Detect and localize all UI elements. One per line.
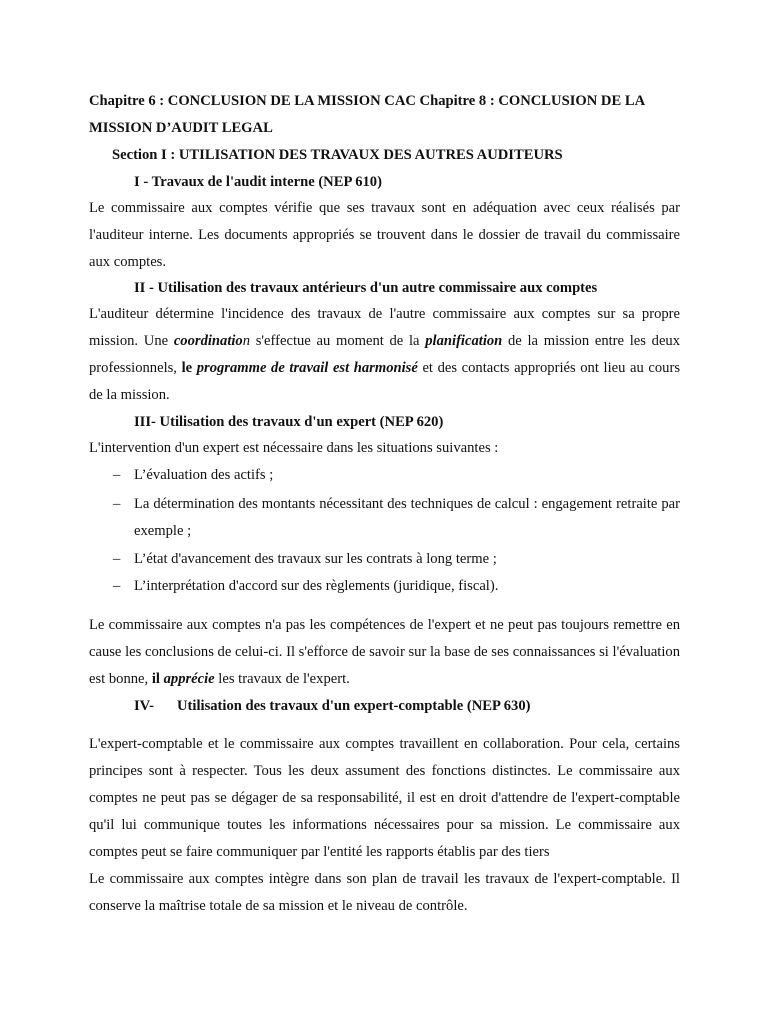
heading-expert: III- Utilisation des travaux d'un expert (NEP 620) <box>134 414 444 430</box>
bullet-dash: – <box>113 496 121 512</box>
paragraph-expert-comptable: L'expert-comptable et le commissaire aux comptes travaillent en collaboration. Pour cela, certains principes sont à respecter. Tous les deux assument des fonctions distinctes. Le commissaire aux comptes ne peut pas se dégager de sa responsabilité, il est en droit d'attendre de l'expert-comptable qu'il lui communique toutes les informations nécessaires pour sa mission. Le commissaire aux comptes peut se faire communiquer par l'entité les rapports établis par des tiers <box>89 736 680 860</box>
heading-text: Utilisation des travaux d'un expert-comptable (NEP 630) <box>177 698 531 714</box>
chapter-title-line1: Chapitre 6 : CONCLUSION DE LA MISSION CAC Chapitre 8 : CONCLUSION DE LA <box>89 93 646 109</box>
section-heading: Section I : UTILISATION DES TRAVAUX DES AUTRES AUDITEURS <box>112 147 563 163</box>
emphasis-coordination: coordinatio <box>173 333 243 349</box>
heading-number: IV- <box>134 698 154 714</box>
emphasis-planification: planification <box>425 333 503 349</box>
paragraph-expert-conclusion: Le commissaire aux comptes n'a pas les compétences de l'expert et ne peut pas toujours remettre en cause les conclusions de celui-ci. Il s'efforce de savoir sur la base de ses connaissances si l'évaluation est bonne, il apprécie les travaux de l'expert. <box>89 617 680 687</box>
emphasis-programme: programme de travail est harmonisé <box>196 360 418 376</box>
emphasis-apprecie: apprécie <box>163 671 215 687</box>
heading-audit-interne: I - Travaux de l'audit interne (NEP 610) <box>134 174 382 190</box>
heading-expert-comptable <box>134 693 725 720</box>
bullet-dash: – <box>113 578 121 594</box>
paragraph-audit-interne: Le commissaire aux comptes vérifie que ses travaux sont en adéquation avec ceux réalisés par l'auditeur interne. Les documents appropriés se trouvent dans le dossier de travail du commissaire aux comptes. <box>89 200 680 270</box>
list-item: – La détermination des montants nécessitant des techniques de calcul : engagement retraite par exemple ; <box>113 491 680 545</box>
heading-autre-commissaire: II - Utilisation des travaux antérieurs d'un autre commissaire aux comptes <box>134 280 598 296</box>
paragraph-plan-travail: Le commissaire aux comptes intègre dans son plan de travail les travaux de l'expert-comptable. Il conserve la maîtrise totale de sa mission et le niveau de contrôle. <box>89 871 680 914</box>
paragraph-autre-commissaire: L'auditeur détermine l'incidence des travaux de l'autre commissaire aux comptes sur sa propre mission. Une coordination s'effectue au moment de la planification de la mission entre les deux professionnels, le programme de travail est harmonisé et des contacts appropriés ont lieu au cours de la mission. <box>89 306 681 403</box>
list-item: – L’interprétation d'accord sur des règlements (juridique, fiscal). <box>113 573 680 600</box>
bullet-dash: – <box>113 467 121 483</box>
chapter-title <box>89 88 680 142</box>
chapter-title-line2: MISSION D’AUDIT LEGAL <box>89 120 273 136</box>
paragraph-expert-intro: L'intervention d'un expert est nécessaire dans les situations suivantes : <box>89 440 499 456</box>
bullet-dash: – <box>113 551 121 567</box>
list-item: – L’évaluation des actifs ; <box>113 462 680 489</box>
list-item: – L’état d'avancement des travaux sur les contrats à long terme ; <box>113 546 680 573</box>
